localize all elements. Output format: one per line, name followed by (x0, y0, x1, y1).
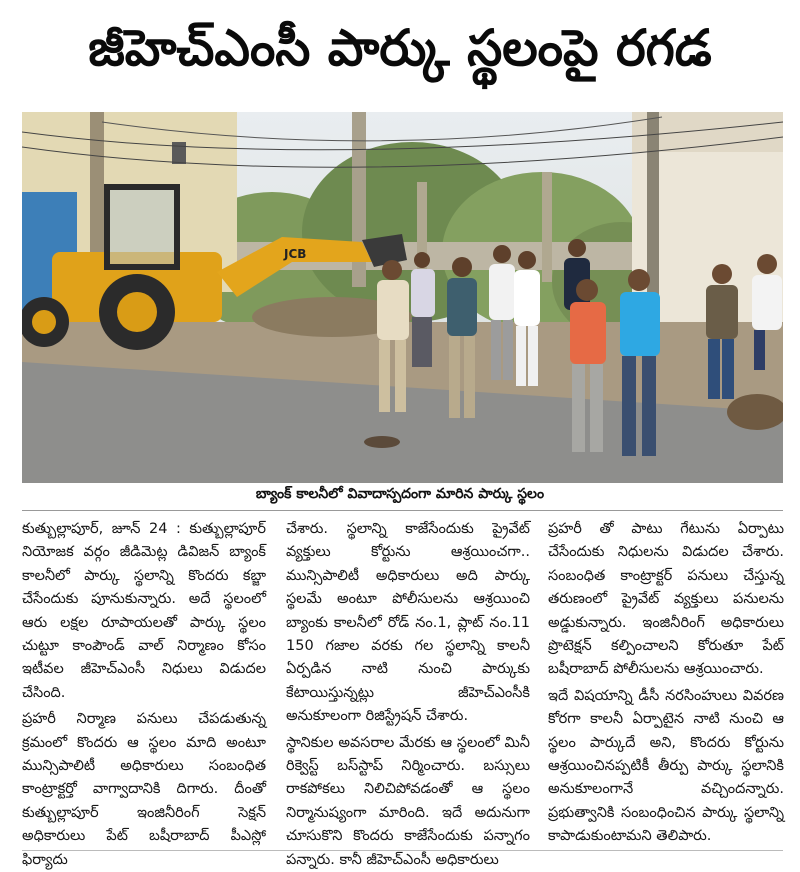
paragraph: ప్రహరీ తో పాటు గేటును ఏర్పాటు చేసేందుకు నిధులను విడుదల చేశారు. సంబంధిత కాంట్రాక్టర్ పనులు చేస్తున్న తరుణంలో ప్రైవేట్ వ్యక్తులు పనులను అడ్డుకున్నారు. ఇంజినీరింగ్ అధికారులు ప్రొటెక్షన్ కల్పించాలని కోరుతూ పేట్ బషీరాబాద్ పోలీసులను ఆశ్రయించారు. (548, 521, 784, 678)
demolition-scene-illustration (22, 112, 783, 483)
bottom-divider (22, 850, 783, 851)
machine-brand-label: JCB (284, 247, 307, 261)
paragraph: ఇదే విషయాన్ని డీసీ నరసింహులు వివరణ కోరగా కాలనీ ఏర్పాటైన నాటి నుంచి ఆ స్థలం పార్కుదే అని, కొందరు కోర్టును ఆశ్రయించినప్పటికీ తీర్పు పార్కు స్థలానికి అనుకూలంగానే వచ్చిందన్నారు. ప్రభుత్వానికి సంబంధించిన పార్కు స్థలాన్ని కాపాడుకుంటామని తెలిపారు. (548, 687, 784, 845)
article-column-1 (22, 518, 266, 872)
headline: జీహెచ్ఎంసీ పార్కు స్థలంపై రగడ (88, 18, 712, 77)
paragraph: ప్రహరీ నిర్మాణ పనులు చేపడుతున్న క్రమంలో కొందరు ఆ స్థలం మాది అంటూ మున్సిపాలిటీ అధికారులు సంబంధిత కాంట్రాక్టర్తో వాగ్వాదానికి దిగారు. దీంతో కుత్బుల్లాపూర్ ఇంజినీరింగ్ సెక్షన్ అధికారులు పేట్ బషీరాబాద్ పీఎస్లో ఫిర్యాదు (22, 711, 266, 868)
paragraph: కుత్బుల్లాపూర్, జూన్ 24 : కుత్బుల్లాపూర్ నియోజక వర్గం జీడిమెట్ల డివిజన్ బ్యాంక్ కాలనీలో పార్కు స్థలాన్ని కొందరు కబ్జా చేసేందుకు పూనుకున్నారు. అదే స్థలంలో ఆరు లక్షల రూపాయలతో పార్కు స్థలం చుట్టూ కాంపౌండ్ వాల్ నిర్మాణం కోసం ఇటీవల జీహెచ్ఎంసీ నిధులు విడుదల చేసింది. (22, 521, 266, 701)
news-photo (22, 112, 783, 483)
article-column-3 (548, 518, 784, 849)
article-column-2 (286, 518, 530, 872)
caption-divider (22, 510, 783, 511)
paragraph: స్థానికుల అవసరాల మేరకు ఆ స్థలంలో మినీ రిక్వెస్ట్ బస్‌స్టాప్ నిర్మించారు. బస్సులు రాకపోకలు నిలిచిపోవడంతో ఆ స్థలం నిర్మానుష్యంగా మారింది. ఇదే అదునుగా చూసుకొని కొందరు కాజేసేందుకు పన్నాగం పన్నారు. కానీ జీహెచ్ఎంసీ అధికారులు (286, 734, 530, 868)
paragraph: చేశారు. స్థలాన్ని కాజేసేందుకు ప్రైవేట్ వ్యక్తులు కోర్టును ఆశ్రయించగా.. మున్సిపాలిటీ అధికారులు అది పార్కు స్థలమే అంటూ పోలీసులను ఆశ్రయించి బ్యాంకు కాలనీలో రోడ్ నం.1, ప్లాట్ నం.11 150 గజాల వరకు గల స్థలాన్ని కాలనీ ఏర్పడిన నాటి నుంచి పార్కుకు కేటాయిస్తున్నట్లు జీహెచ్ఎంసీకి అనుకూలంగా రిజిస్ట్రేషన్ చేశారు. (286, 521, 530, 725)
photo-caption: బ్యాంక్ కాలనీలో వివాదాస్పదంగా మారిన పార్కు స్థలం (255, 486, 545, 502)
